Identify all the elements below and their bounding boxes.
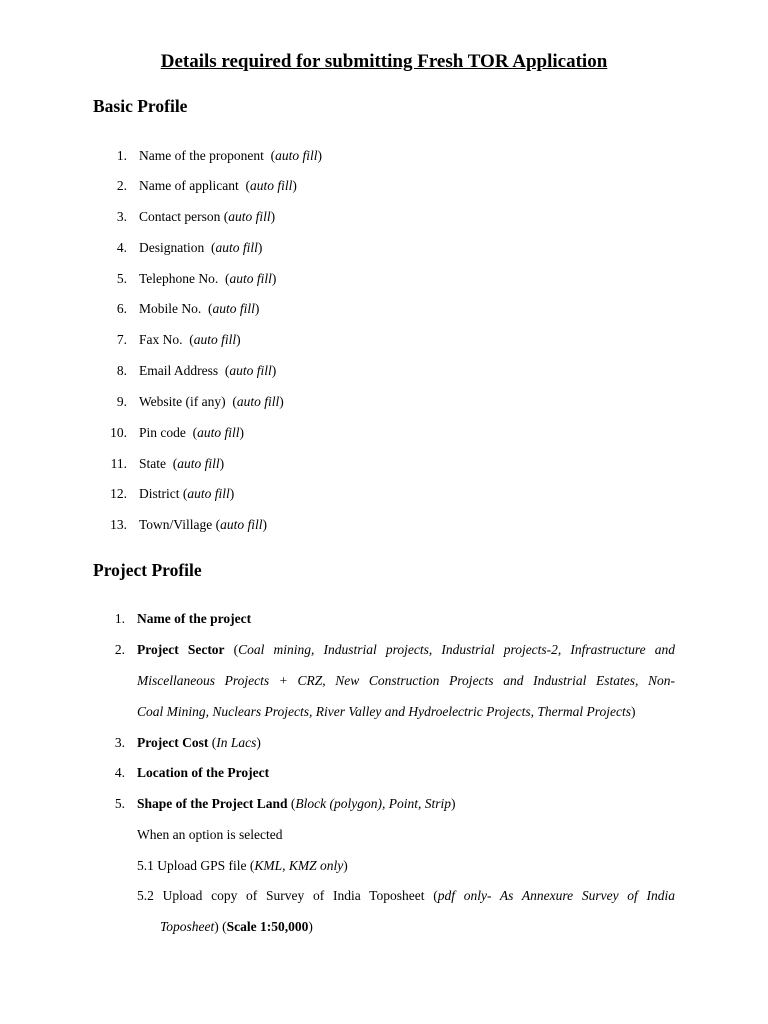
cost-note: In Lacs xyxy=(216,735,257,750)
auto-fill-note: auto fill xyxy=(220,517,263,532)
list-item: Mobile No. (auto fill) xyxy=(139,301,260,316)
list-item-label: Name of the proponent xyxy=(139,148,264,163)
auto-fill-note: auto fill xyxy=(228,209,271,224)
list-item-label: Name of the project xyxy=(137,611,252,626)
option-text: When an option is selected xyxy=(137,827,283,842)
list-item-label: Location of the Project xyxy=(137,765,270,780)
list-item-number: 3. xyxy=(114,735,125,750)
sub-item-label: Upload GPS file xyxy=(157,858,247,873)
auto-fill-note: auto fill xyxy=(275,148,318,163)
list-item: Telephone No. (auto fill) xyxy=(139,271,277,286)
gps-note: KML, KMZ only xyxy=(254,858,344,873)
auto-fill-note: auto fill xyxy=(215,240,258,255)
list-item: Pin code (auto fill) xyxy=(139,425,245,440)
list-item-number: 1. xyxy=(114,611,125,626)
sub-item-number: 5.1 xyxy=(137,858,154,873)
list-item: Name of the proponent (auto fill) xyxy=(139,148,322,163)
list-item-number: 1. xyxy=(116,148,127,163)
sector-note-line2: Miscellaneous Projects + CRZ, New Construction Projects and Industrial Estates, Non- xyxy=(137,673,675,688)
sub-list-item: 5.2 Upload copy of Survey of India Toposheet (pdf only- As Annexure Survey of India xyxy=(137,888,676,903)
list-item-label: Fax No. xyxy=(139,332,183,347)
list-item: Designation (auto fill) xyxy=(139,240,263,255)
list-item: State (auto fill) xyxy=(139,456,225,471)
auto-fill-note: auto fill xyxy=(187,486,230,501)
toposheet-note-line2: Toposheet xyxy=(160,919,215,934)
list-item-number: 2. xyxy=(114,642,125,657)
auto-fill-note: auto fill xyxy=(193,332,237,347)
list-item-number: 2. xyxy=(116,178,127,193)
sector-note-line1: Coal mining, Industrial projects, Industrial projects-2, Infrastructure and xyxy=(238,642,676,657)
list-item-label: Contact person xyxy=(139,209,221,224)
auto-fill-note: auto fill xyxy=(236,394,280,409)
sector-note-line3: Coal Mining, Nuclears Projects, River Valley and Hydroelectric Projects, Thermal Projects xyxy=(137,704,632,719)
sub-list-item-continuation: Toposheet) (Scale 1:50,000) xyxy=(160,919,313,934)
list-item: Shape of the Project Land (Block (polygon), Point, Strip) xyxy=(137,796,456,811)
list-item: Email Address (auto fill) xyxy=(139,363,277,378)
list-item: District (auto fill) xyxy=(139,486,235,501)
list-item-number: 9. xyxy=(116,394,127,409)
list-item-number: 11. xyxy=(110,456,127,471)
list-item-number: 5. xyxy=(116,271,127,286)
list-item-label: Mobile No. xyxy=(139,301,202,316)
list-item-number: 5. xyxy=(114,796,125,811)
list-item: Contact person (auto fill) xyxy=(139,209,276,224)
list-item-label: Pin code xyxy=(139,425,186,440)
list-item-number: 10. xyxy=(110,425,127,440)
list-item-label: Telephone No. xyxy=(139,271,219,286)
list-item-label: Project Cost xyxy=(137,735,209,750)
auto-fill-note: auto fill xyxy=(229,363,272,378)
list-item-label: Project Sector xyxy=(137,642,225,657)
list-item-number: 3. xyxy=(116,209,127,224)
list-item: Fax No. (auto fill) xyxy=(139,332,241,347)
list-item-label: Town/Village xyxy=(139,517,213,532)
list-item-label: Website (if any) xyxy=(139,394,226,409)
list-item: Name of applicant (auto fill) xyxy=(139,178,297,193)
list-item-label: Shape of the Project Land xyxy=(137,796,288,811)
toposheet-note-line1: pdf only- As Annexure Survey of India xyxy=(437,888,676,903)
project-profile-heading: Project Profile xyxy=(93,560,202,580)
list-item-label: Email Address xyxy=(139,363,219,378)
list-item-number: 12. xyxy=(110,486,127,501)
auto-fill-note: auto fill xyxy=(229,271,272,286)
document-title: Details required for submitting Fresh TOR Application xyxy=(160,51,608,72)
auto-fill-note: auto fill xyxy=(212,301,255,316)
sub-list-item: 5.1 Upload GPS file (KML, KMZ only) xyxy=(137,858,348,873)
list-item-number: 8. xyxy=(116,363,127,378)
list-item: Website (if any) (auto fill) xyxy=(139,394,284,409)
list-item-number: 13. xyxy=(110,517,127,532)
list-item-label: Designation xyxy=(139,240,205,255)
list-item-number: 7. xyxy=(116,332,127,347)
auto-fill-note: auto fill xyxy=(177,456,220,471)
sub-item-label: Upload copy of Survey of India Toposheet xyxy=(162,888,425,903)
sub-item-number: 5.2 xyxy=(137,888,154,903)
list-item: Project Cost (In Lacs) xyxy=(137,735,261,750)
list-item-number: 4. xyxy=(114,765,125,780)
list-item-number: 4. xyxy=(116,240,127,255)
auto-fill-note: auto fill xyxy=(249,178,293,193)
scale-note: Scale 1:50,000 xyxy=(226,919,309,934)
basic-profile-heading: Basic Profile xyxy=(93,96,188,116)
list-item-label: State xyxy=(139,456,166,471)
list-item: Town/Village (auto fill) xyxy=(139,517,267,532)
list-item-number: 6. xyxy=(116,301,127,316)
list-item-label: Name of applicant xyxy=(139,178,239,193)
list-item: Coal Mining, Nuclears Projects, River Valley and Hydroelectric Projects, Thermal Projects) xyxy=(137,704,636,719)
auto-fill-note: auto fill xyxy=(197,425,240,440)
shape-note: Block (polygon), Point, Strip xyxy=(295,796,451,811)
list-item: Project Sector (Coal mining, Industrial projects, Industrial projects-2, Infrastructure and xyxy=(137,642,676,657)
list-item-label: District xyxy=(139,486,180,501)
